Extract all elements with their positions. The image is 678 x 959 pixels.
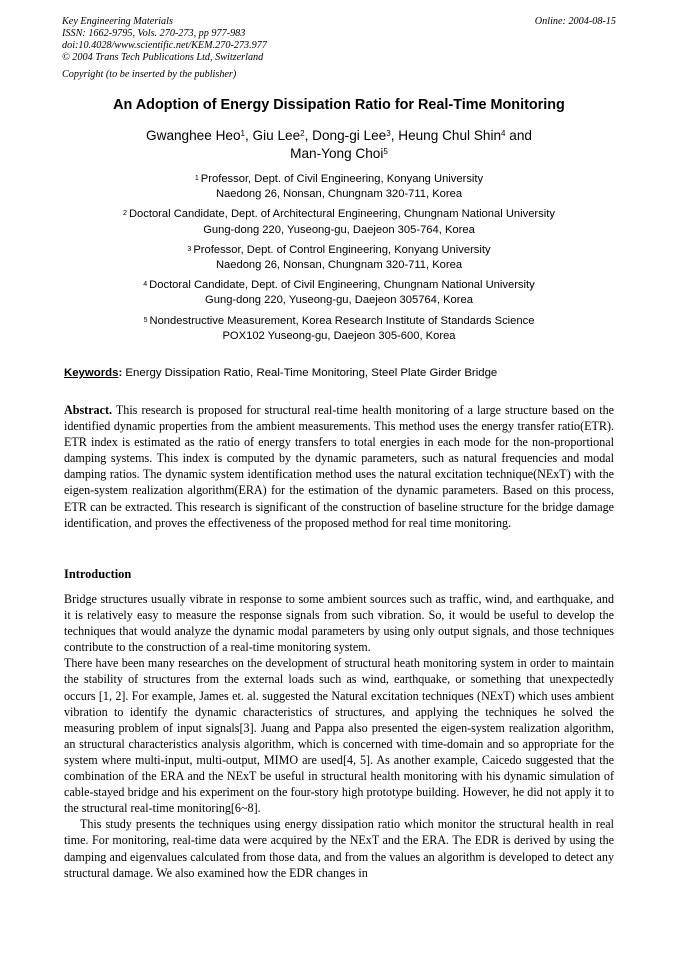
author-name: Dong-gi Lee: [312, 128, 387, 143]
affiliation-mark: 1: [194, 175, 199, 182]
paragraph: There have been many researches on the development of structural heath monitoring system in order to maintain the stability of structures from the external loads such as wind, earthquake, or something that unexpectedly occurs [1, 2]. For example, James et. al. suggested the Natural excitation techniques (NExT) which uses ambient vibration to identify the dynamic characteristics of structures, and applying the techniques he solved the measuring problem of input signals[3]. Juang and Pappa also presented the eigen-system realization algorithm, an structural characteristics analysis algorithm, which is concerned with time-domain and so appropriate for the system where multi-input, multi-output, MIMO are used[4, 5]. As another example, Caicedo suggested that the combination of the ERA and the NExT be useful in structural health monitoring with his dynamic simulation of cable-stayed bridge and his experiment on the four-story high prototype building. However, he did not apply it to the structural real-time monitoring[6~8].: [64, 656, 614, 816]
paragraph: Bridge structures usually vibrate in response to some ambient sources such as traffic, wind, and earthquake, and it is relatively easy to measure the response signals from such vibration. So, it would be useful to develop the techniques that would analyze the dynamic modal parameters by using only output signals, and those techniques contribute to the construction of a real-time monitoring system.: [64, 592, 614, 655]
author-name: Man-Yong Choi: [290, 146, 384, 161]
affiliation-mark: 5: [143, 316, 148, 324]
keywords-label: Keywords: [64, 367, 119, 379]
author-name: Gwanghee Heo: [146, 128, 241, 143]
author-name: Giu Lee: [252, 128, 301, 143]
author-list: [62, 127, 616, 163]
introduction-body: [64, 591, 614, 881]
affiliation-address: Naedong 26, Nonsan, Chungnam 320-711, Korea: [215, 259, 463, 272]
online-date: Online: 2004-08-15: [534, 16, 616, 27]
affiliation: [62, 243, 616, 273]
author-affil-mark: 3: [386, 129, 391, 138]
affiliation-address: Gung-dong 220, Yuseong-gu, Daejeon 305-764, Korea: [203, 223, 475, 236]
author-affil-mark: 4: [501, 129, 506, 138]
affiliation-mark: 2: [123, 210, 127, 218]
issn-line: ISSN: 1662-9795, Vols. 270-273, pp 977-983: [62, 28, 246, 39]
affiliation-mark: 4: [143, 281, 148, 289]
abstract-label: Abstract.: [64, 403, 113, 417]
affiliation-address: Naedong 26, Nonsan, Chungnam 320-711, Korea: [215, 188, 463, 201]
author-name: Heung Chul Shin: [398, 128, 502, 143]
publisher-line: © 2004 Trans Tech Publications Ltd, Switzerland: [62, 52, 264, 63]
affiliation-mark: 3: [187, 245, 192, 253]
abstract: [64, 402, 614, 531]
author-separator: and: [505, 128, 532, 143]
affiliation: [62, 314, 616, 344]
affiliation-address: POX102 Yuseong-gu, Daejeon 305-600, Korea: [222, 329, 456, 342]
affiliation: [62, 172, 616, 202]
affiliation-line: Professor, Dept. of Civil Engineering, Konyang University: [200, 173, 484, 185]
affiliation-address: Gung-dong 220, Yuseong-gu, Daejeon 305764, Korea: [205, 294, 473, 307]
copyright-note: Copyright (to be inserted by the publisher): [62, 69, 237, 80]
affiliation: [62, 207, 616, 237]
journal-header: [62, 16, 616, 81]
author-affil-mark: 5: [383, 147, 388, 156]
abstract-text: This research is proposed for structural real-time health monitoring of a large structure based on the identified dynamic properties from the ambient measurements. This method uses the energy transfer ratio(ETR). ETR index is estimated as the ratio of energy transfers to total energies in each mode for the non-proportional damping systems. This index is computed by the dynamic parameters, such as natural frequencies and modal damping ratios. The dynamic system identification method uses the natural excitation technique(NExT) with the eigen-system realization algorithm(ERA) for the estimation of the dynamic parameters. Based on this process, ETR can be extracted. This research is significant of the construction of baseline structure for the bridge damage identification, and proves the effectiveness of the proposed method for real time monitoring.: [64, 403, 614, 530]
affiliation-line: Professor, Dept. of Control Engineering, Konyang University: [193, 243, 491, 256]
author-separator: ,: [244, 128, 253, 143]
affiliation-list: [62, 172, 616, 349]
paper-title: An Adoption of Energy Dissipation Ratio for Real-Time Monitoring: [113, 97, 565, 113]
author-affil-mark: 2: [300, 129, 305, 138]
affiliation-line: Doctoral Candidate, Dept. of Civil Engineering, Chungnam National University: [149, 279, 535, 292]
keywords-line: [64, 367, 616, 379]
doi-line: doi:10.4028/www.scientific.net/KEM.270-273.977: [62, 40, 267, 51]
paragraph: This study presents the techniques using energy dissipation ratio which monitor the structural health in real time. For monitoring, real-time data were acquired by the NExT and the ERA. The EDR is derived by using the damping and eigenvalues calculated from those data, and from the values an algorithm is developed to detect any structural damage. We also examined how the EDR changes in: [64, 817, 614, 880]
section-heading-introduction: Introduction: [64, 567, 132, 581]
affiliation: [62, 278, 616, 308]
keywords-colon: :: [118, 367, 123, 379]
affiliation-line: Doctoral Candidate, Dept. of Architectural Engineering, Chungnam National University: [128, 208, 555, 221]
author-separator: ,: [304, 128, 313, 143]
author-separator: ,: [390, 128, 399, 143]
author-affil-mark: 1: [240, 129, 245, 138]
affiliation-line: Nondestructive Measurement, Korea Research Institute of Standards Science: [149, 314, 535, 327]
journal-name: Key Engineering Materials: [62, 16, 173, 27]
keywords-text: Energy Dissipation Ratio, Real-Time Monitoring, Steel Plate Girder Bridge: [125, 367, 498, 379]
